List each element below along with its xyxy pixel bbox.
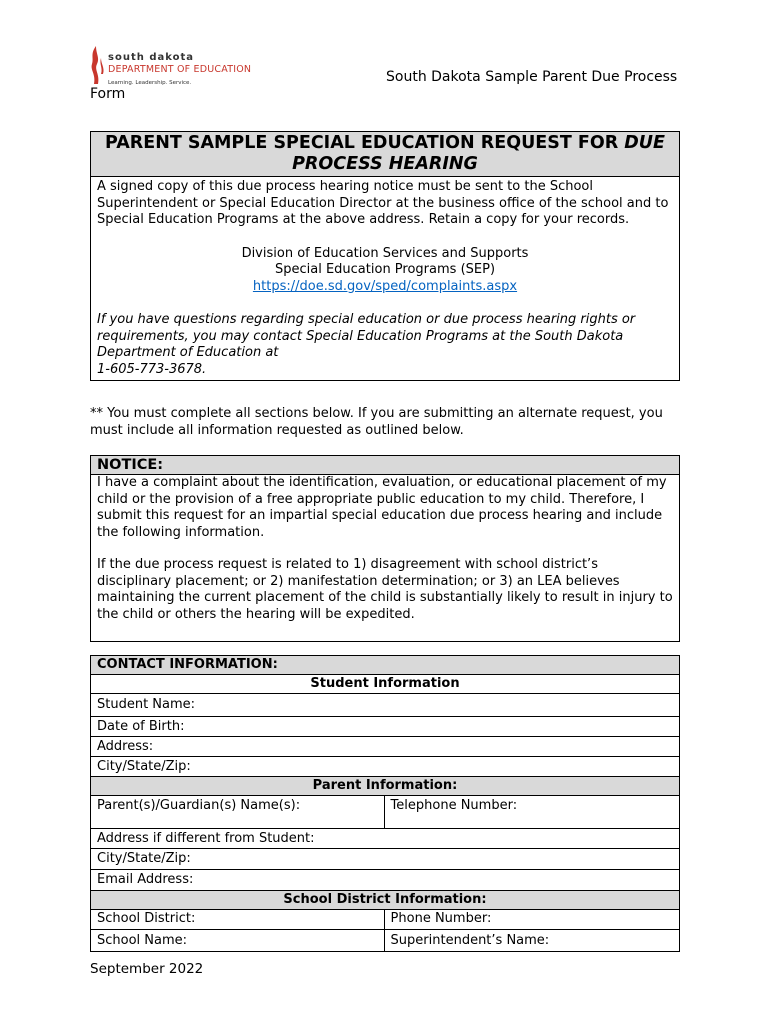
notice-box: [90, 455, 680, 642]
telephone-field[interactable]: Telephone Number:: [384, 796, 679, 829]
notice-heading: NOTICE:: [91, 456, 679, 475]
school-district-field[interactable]: School District:: [91, 910, 385, 930]
logo-line1: south dakota: [108, 52, 195, 63]
superintendent-field[interactable]: Superintendent’s Name:: [384, 930, 679, 952]
address-field[interactable]: Address:: [91, 737, 680, 757]
contact-paragraph: If you have questions regarding special education or due process hearing rights or requirements, you may contact Special Education Programs at the South Dakota Department of Education at: [97, 312, 636, 360]
student-name-field[interactable]: Student Name:: [91, 694, 680, 717]
division-name: Division of Education Services and Supports: [241, 245, 529, 261]
title-italic: DUE PROCESS HEARING: [292, 133, 665, 174]
parent-info-heading: Parent Information:: [91, 777, 680, 796]
footer-date: September 2022: [90, 961, 204, 977]
notice-paragraph-2: If the due process request is related to 1) disagreement with school district’s disciplinary placement; or 2) manifestation determination; or 3) an LEA believes maintaining the current placement of the child is substantially likely to result in injury to the child or others the hearing will be expedited.: [97, 557, 673, 622]
page-title: [91, 132, 679, 177]
complaints-link[interactable]: https://doe.sd.gov/sped/complaints.aspx: [252, 278, 518, 294]
form-series-title: South Dakota Sample Parent Due Process: [386, 69, 678, 85]
phone-number-field[interactable]: Phone Number:: [384, 910, 679, 930]
logo-line2: DEPARTMENT OF EDUCATION: [108, 64, 252, 75]
instructions-paragraph: A signed copy of this due process hearing notice must be sent to the School Superintendent or Special Education Director at the business office of the school and to Special Education Programs at the above address. Retain a copy for your records.: [97, 179, 669, 227]
student-info-heading: Student Information: [91, 675, 680, 694]
program-name: Special Education Programs (SEP): [274, 262, 496, 277]
title-body: [91, 177, 679, 380]
form-label: Form: [90, 86, 126, 102]
contact-phone: 1-605-773-3678.: [97, 361, 207, 377]
parent-city-field[interactable]: City/State/Zip:: [91, 849, 680, 870]
contact-heading: CONTACT INFORMATION:: [91, 656, 680, 675]
parent-names-field[interactable]: Parent(s)/Guardian(s) Name(s):: [91, 796, 385, 829]
title-box: [90, 131, 680, 381]
parent-address-field[interactable]: Address if different from Student:: [91, 829, 680, 849]
city-state-zip-field[interactable]: City/State/Zip:: [91, 757, 680, 777]
logo-tagline: Learning. Leadership. Service.: [108, 80, 192, 86]
contact-information-table: [90, 655, 680, 952]
dob-field[interactable]: Date of Birth:: [91, 717, 680, 737]
email-field[interactable]: Email Address:: [91, 870, 680, 891]
district-info-heading: School District Information:: [91, 891, 680, 910]
notice-paragraph-1: I have a complaint about the identification, evaluation, or educational placement of my child or the provision of a free appropriate public education to my child. Therefore, I submit this request for an impartial special education due process hearing and include the following information.: [97, 475, 667, 540]
sd-doe-logo: [88, 44, 253, 88]
completion-note: ** You must complete all sections below. If you are submitting an alternate request, you must include all information requested as outlined below.: [90, 406, 663, 438]
school-name-field[interactable]: School Name:: [91, 930, 385, 952]
title-normal: PARENT SAMPLE SPECIAL EDUCATION REQUEST FOR: [105, 133, 625, 153]
